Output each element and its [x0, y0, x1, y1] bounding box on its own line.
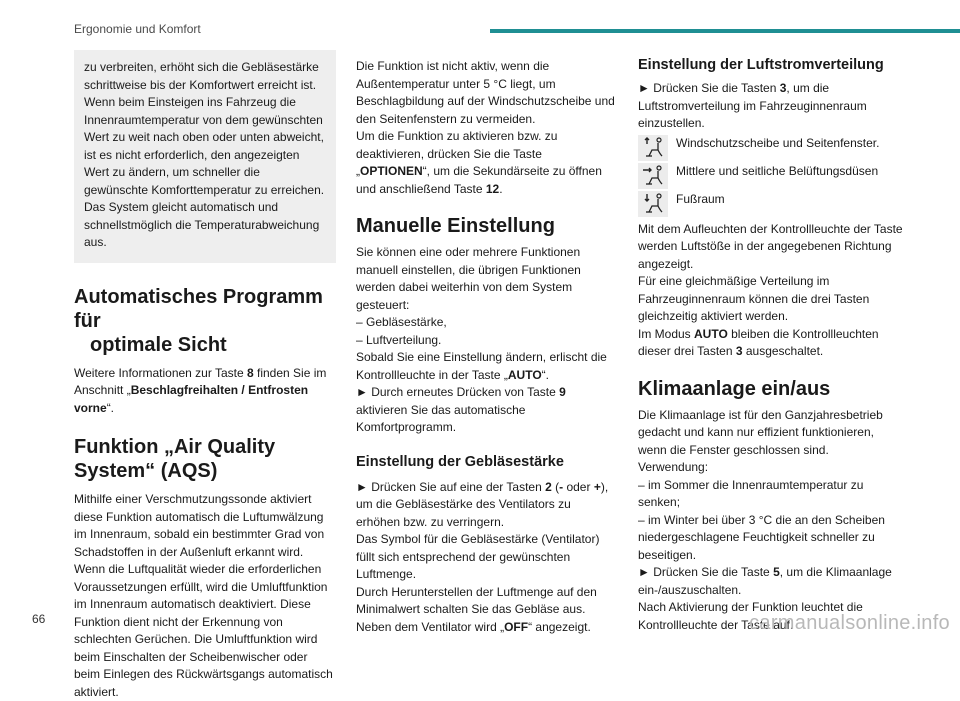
text: Sobald Sie eine Einstellung ändern, erlischt die Kontrollleuchte in der Taste „: [356, 350, 607, 382]
key-number: 5: [773, 565, 780, 579]
paragraph: Sie können eine oder mehrere Funktionen manuell einstellen, die übrigen Funktionen werden dabei weiterhin von dem System gesteuert:: [356, 245, 581, 312]
column-right: [638, 50, 904, 634]
heading-aqs: [74, 435, 336, 483]
text: Im Modus: [638, 326, 695, 341]
center-vents-airflow-icon: [638, 163, 668, 189]
instruction: [638, 564, 904, 599]
key-number: 2: [545, 479, 552, 494]
text: ► Durch erneutes Drücken von Taste: [356, 385, 560, 399]
list-item: – Luftverteilung.: [356, 332, 442, 347]
distribution-option: [638, 191, 904, 217]
header-accent-bar: [490, 29, 960, 33]
column-middle: [356, 50, 618, 636]
paragraph: Die Klimaanlage ist für den Ganzjahresbetrieb gedacht und kann nur effizient funktionieren, wenn die Fenster geschlossen sind.: [638, 407, 883, 457]
heading-air-distribution: Einstellung der Luftstromverteilung: [638, 57, 884, 73]
key-label: OFF: [504, 619, 529, 634]
text: .: [499, 181, 503, 196]
key-number: 3: [735, 344, 743, 358]
paragraph: [638, 326, 904, 361]
text: aktivieren Sie das automatische Komfortprogramm.: [356, 402, 526, 434]
text: (: [551, 479, 560, 494]
footwell-airflow-icon: [638, 191, 668, 217]
instruction: [356, 384, 618, 437]
text: , um die Luftstromverteilung im Fahrzeuginnenraum einzustellen.: [638, 81, 867, 130]
paragraph: [74, 365, 336, 418]
section-reference: Beschlagfreihalten / Entfrosten vorne: [74, 383, 309, 415]
distribution-option: [638, 163, 904, 189]
text: ), um die Gebläsestärke des Ventilators zu erhöhen bzw. zu verringern.: [356, 479, 609, 529]
heading-air-conditioning: Klimaanlage ein/aus: [638, 377, 831, 400]
text: ausgeschaltet.: [742, 344, 824, 358]
distribution-option: [638, 135, 904, 161]
paragraph: Für eine gleichmäßige Verteilung im Fahrzeuginnenraum können die drei Tasten gleichzeitig aktiviert werden.: [638, 274, 870, 323]
text: “.: [541, 367, 549, 382]
paragraph: Nach Aktivierung der Funktion leuchtet die Kontrollleuchte der Taste auf.: [638, 600, 863, 632]
paragraph: Mit dem Aufleuchten der Kontrollleuchte der Taste werden Luftstöße in der angegebenen Richtung angezeigt.: [638, 221, 903, 271]
key-label: -: [559, 479, 564, 494]
distribution-option-label: Mittlere und seitliche Belüftungsdüsen: [676, 163, 879, 178]
list-item: – Gebläsestärke,: [356, 315, 447, 329]
key-number: 8: [246, 365, 254, 380]
instruction: [638, 80, 904, 133]
text: , um die Klimaanlage ein-/auszuschalten.: [638, 565, 892, 597]
heading-auto-visibility: [74, 285, 336, 357]
paragraph: [356, 128, 618, 198]
text: finden Sie im Anschnitt „: [74, 365, 327, 397]
text: “, um die Sekundärseite zu öffnen und anschließend Taste: [356, 164, 602, 196]
section-header-title: Ergonomie und Komfort: [74, 22, 201, 36]
text: “.: [106, 400, 115, 415]
heading-manual: Manuelle Einstellung: [356, 215, 555, 237]
instruction: [356, 479, 618, 532]
text: “ angezeigt.: [528, 619, 591, 634]
paragraph: Das Symbol für die Gebläsestärke (Ventilator) füllt sich entsprechend der gewünschten Luftmenge.: [356, 532, 600, 581]
key-label: AUTO: [507, 367, 542, 382]
key-number: 3: [779, 81, 787, 95]
heading-line: optimale Sicht: [90, 333, 227, 356]
text: oder: [563, 479, 594, 494]
paragraph: Verwendung:: [638, 460, 709, 474]
watermark: carmanualsonline.info: [749, 612, 950, 634]
windshield-airflow-icon: [638, 135, 668, 161]
key-number: 12: [485, 181, 500, 196]
text: ► Drücken Sie auf eine der Tasten: [356, 479, 546, 494]
page-number: 66: [32, 612, 46, 626]
info-box: [74, 50, 336, 263]
key-label: OPTIONEN: [360, 164, 423, 178]
paragraph: Durch Herunterstellen der Luftmenge auf den Minimalwert schalten Sie das Gebläse aus.: [356, 584, 597, 616]
text: ► Drücken Sie die Tasten: [638, 81, 780, 95]
list-item: – im Winter bei über 3 °C die an den Scheiben niedergeschlagene Feuchtigkeit schneller zu beseitigen.: [638, 512, 885, 562]
heading-fan-speed: Einstellung der Gebläsestärke: [356, 453, 564, 470]
key-number: 9: [559, 385, 566, 399]
distribution-option-label: Fußraum: [676, 191, 725, 206]
column-left: [74, 50, 336, 701]
text: bleiben die Kontrollleuchten dieser drei Tasten: [638, 326, 879, 358]
info-box-text: zu verbreiten, erhöht sich die Gebläsestärke schrittweise bis der Komfortwert erreicht ist. Wenn beim Einsteigen ins Fahrzeug die Innenraumtemperatur von dem gewünschten Wert zu weit nach oben oder unten abweicht, ist es nicht erforderlich, den angezeigten Wert zu ändern, um schneller die gewünschte Komforttemperatur zu erreichen. Das System gleicht automatisch und schnellstmöglich die Temperaturabweichung aus.: [84, 60, 325, 249]
text: Um die Funktion zu aktivieren bzw. zu deaktivieren, drücken Sie die Taste „: [356, 129, 558, 178]
list-item: – im Sommer die Innenraumtemperatur zu senken;: [638, 477, 864, 509]
paragraph: [356, 349, 618, 384]
text: Neben dem Ventilator wird „: [356, 619, 505, 634]
key-label: AUTO: [694, 326, 728, 341]
paragraph: Mithilfe einer Verschmutzungssonde aktiviert diese Funktion automatisch die Luftumwälzung im Innenraum, sobald ein bestimmter Grad von Schadstoffen in der Außenluft erkannt wird. Wenn die Luftqualität wieder die erforderlichen Voraussetzungen erfüllt, wird die Umluftfunktion im Innenraum automatisch deaktiviert. Diese Funktion dient nicht der Erkennung von schlechten Gerüchen. Die Umluftfunktion wird beim Einschalten der Scheibenwischer oder beim Einlegen des Rückwärtsgangs automatisch aktiviert.: [74, 492, 333, 699]
text: ► Drücken Sie die Taste: [638, 565, 774, 579]
key-label: +: [593, 479, 601, 494]
heading-line: Funktion „Air Quality: [74, 436, 276, 458]
heading-line: System“ (AQS): [74, 460, 218, 482]
paragraph: Die Funktion ist nicht aktiv, wenn die Außentemperatur unter 5 °C liegt, um Beschlagbildung auf der Windschutzscheibe und den Seitenfenstern zu vermeiden.: [356, 59, 615, 126]
distribution-option-label: Windschutzscheibe und Seitenfenster.: [676, 135, 880, 150]
text: Weitere Informationen zur Taste: [74, 365, 247, 380]
heading-line: Automatisches Programm für: [74, 285, 323, 332]
paragraph: [356, 619, 618, 637]
